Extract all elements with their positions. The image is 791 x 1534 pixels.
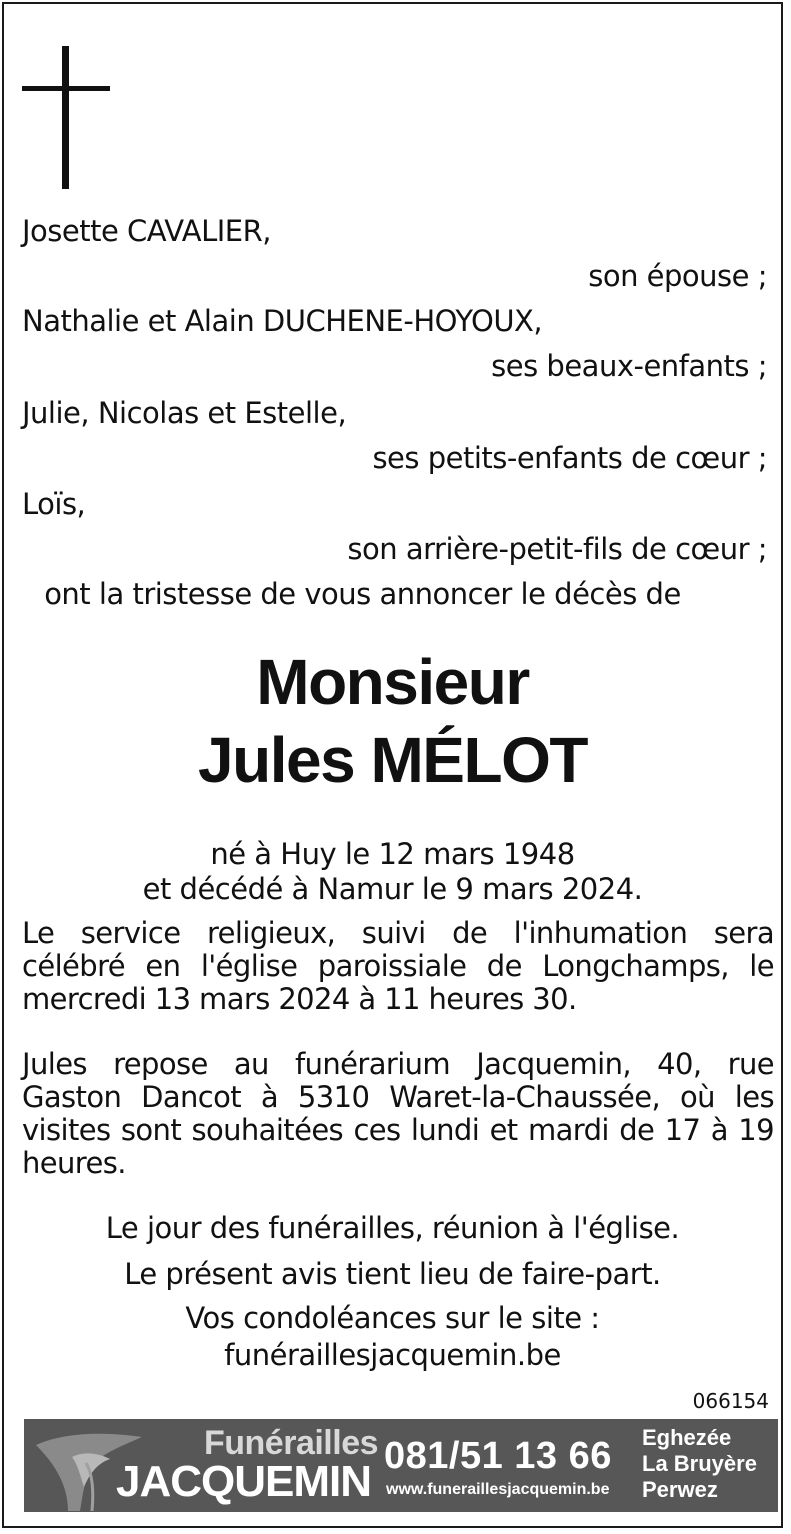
birth-info: né à Huy le 12 mars 1948	[210, 837, 575, 871]
brand-top-text: Funérailles	[204, 1424, 379, 1462]
deceased-name: Jules MÉLOT	[198, 724, 587, 796]
family-relation-4: son arrière-petit-fils de cœur ;	[347, 532, 767, 566]
phone-number[interactable]: 081/51 13 66	[384, 1435, 612, 1477]
funeral-home-banner	[24, 1419, 778, 1512]
family-relation-2: ses beaux-enfants ;	[491, 349, 767, 383]
condolences-label: Vos condoléances sur le site :	[185, 1301, 600, 1335]
announcement-text: ont la tristesse de vous annoncer le décès de	[44, 577, 681, 611]
death-info: et décédé à Namur le 9 mars 2024.	[142, 872, 643, 906]
family-name-1: Josette CAVALIER,	[22, 214, 272, 248]
town-item: Eghezée	[642, 1425, 732, 1450]
notice-text: Le présent avis tient lieu de faire-part.	[124, 1257, 661, 1291]
banner-website[interactable]: www.funeraillesjacquemin.be	[386, 1481, 610, 1498]
condolences-website[interactable]: funéraillesjacquemin.be	[224, 1338, 561, 1372]
town-item: Perwez	[642, 1477, 718, 1502]
deceased-title: Monsieur	[256, 646, 529, 718]
family-name-2: Nathalie et Alain DUCHENE-HOYOUX,	[22, 304, 543, 338]
family-relation-1: son épouse ;	[588, 259, 767, 293]
brand-name: JACQUEMIN	[116, 1457, 372, 1506]
family-name-3: Julie, Nicolas et Estelle,	[22, 396, 347, 430]
reference-number: 066154	[692, 1389, 769, 1413]
service-paragraph: Le service religieux, suivi de l'inhumation sera célébré en l'église paroissiale de Longchamps, le mercredi 13 mars 2024 à 11 heures 30.	[22, 916, 774, 1016]
family-relation-3: ses petits-enfants de cœur ;	[372, 441, 767, 475]
town-item: La Bruyère	[642, 1451, 757, 1476]
meeting-text: Le jour des funérailles, réunion à l'église.	[105, 1211, 680, 1245]
visits-paragraph: Jules repose au funérarium Jacquemin, 40, rue Gaston Dancot à 5310 Waret-la-Chaussée, où les visites sont souhaitées ces lundi et mardi de 17 à 19 heures.	[22, 1047, 774, 1180]
cross-icon	[22, 46, 114, 191]
family-name-4: Loïs,	[22, 487, 86, 521]
obituary-notice	[2, 2, 783, 1528]
towns-list	[642, 1425, 757, 1503]
